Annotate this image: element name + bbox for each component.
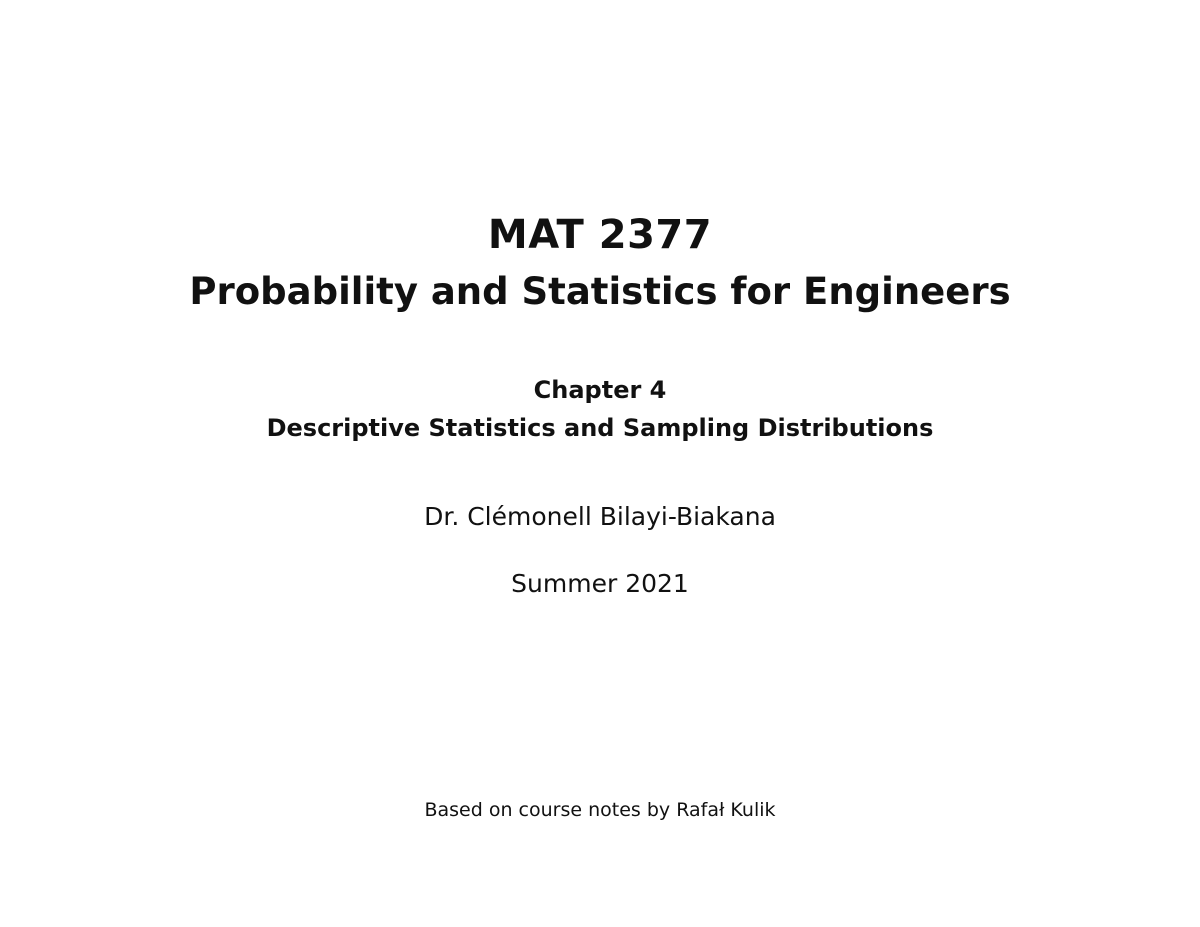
chapter-title: Descriptive Statistics and Sampling Distributions xyxy=(266,414,934,442)
term-date: Summer 2021 xyxy=(511,569,689,598)
course-notes-credit: Based on course notes by Rafał Kulik xyxy=(424,799,776,821)
course-code: MAT 2377 xyxy=(487,212,713,258)
chapter-number: Chapter 4 xyxy=(533,376,667,404)
author-name: Dr. Clémonell Bilayi-Biakana xyxy=(424,502,776,531)
course-title: Probability and Statistics for Engineers xyxy=(189,270,1011,313)
